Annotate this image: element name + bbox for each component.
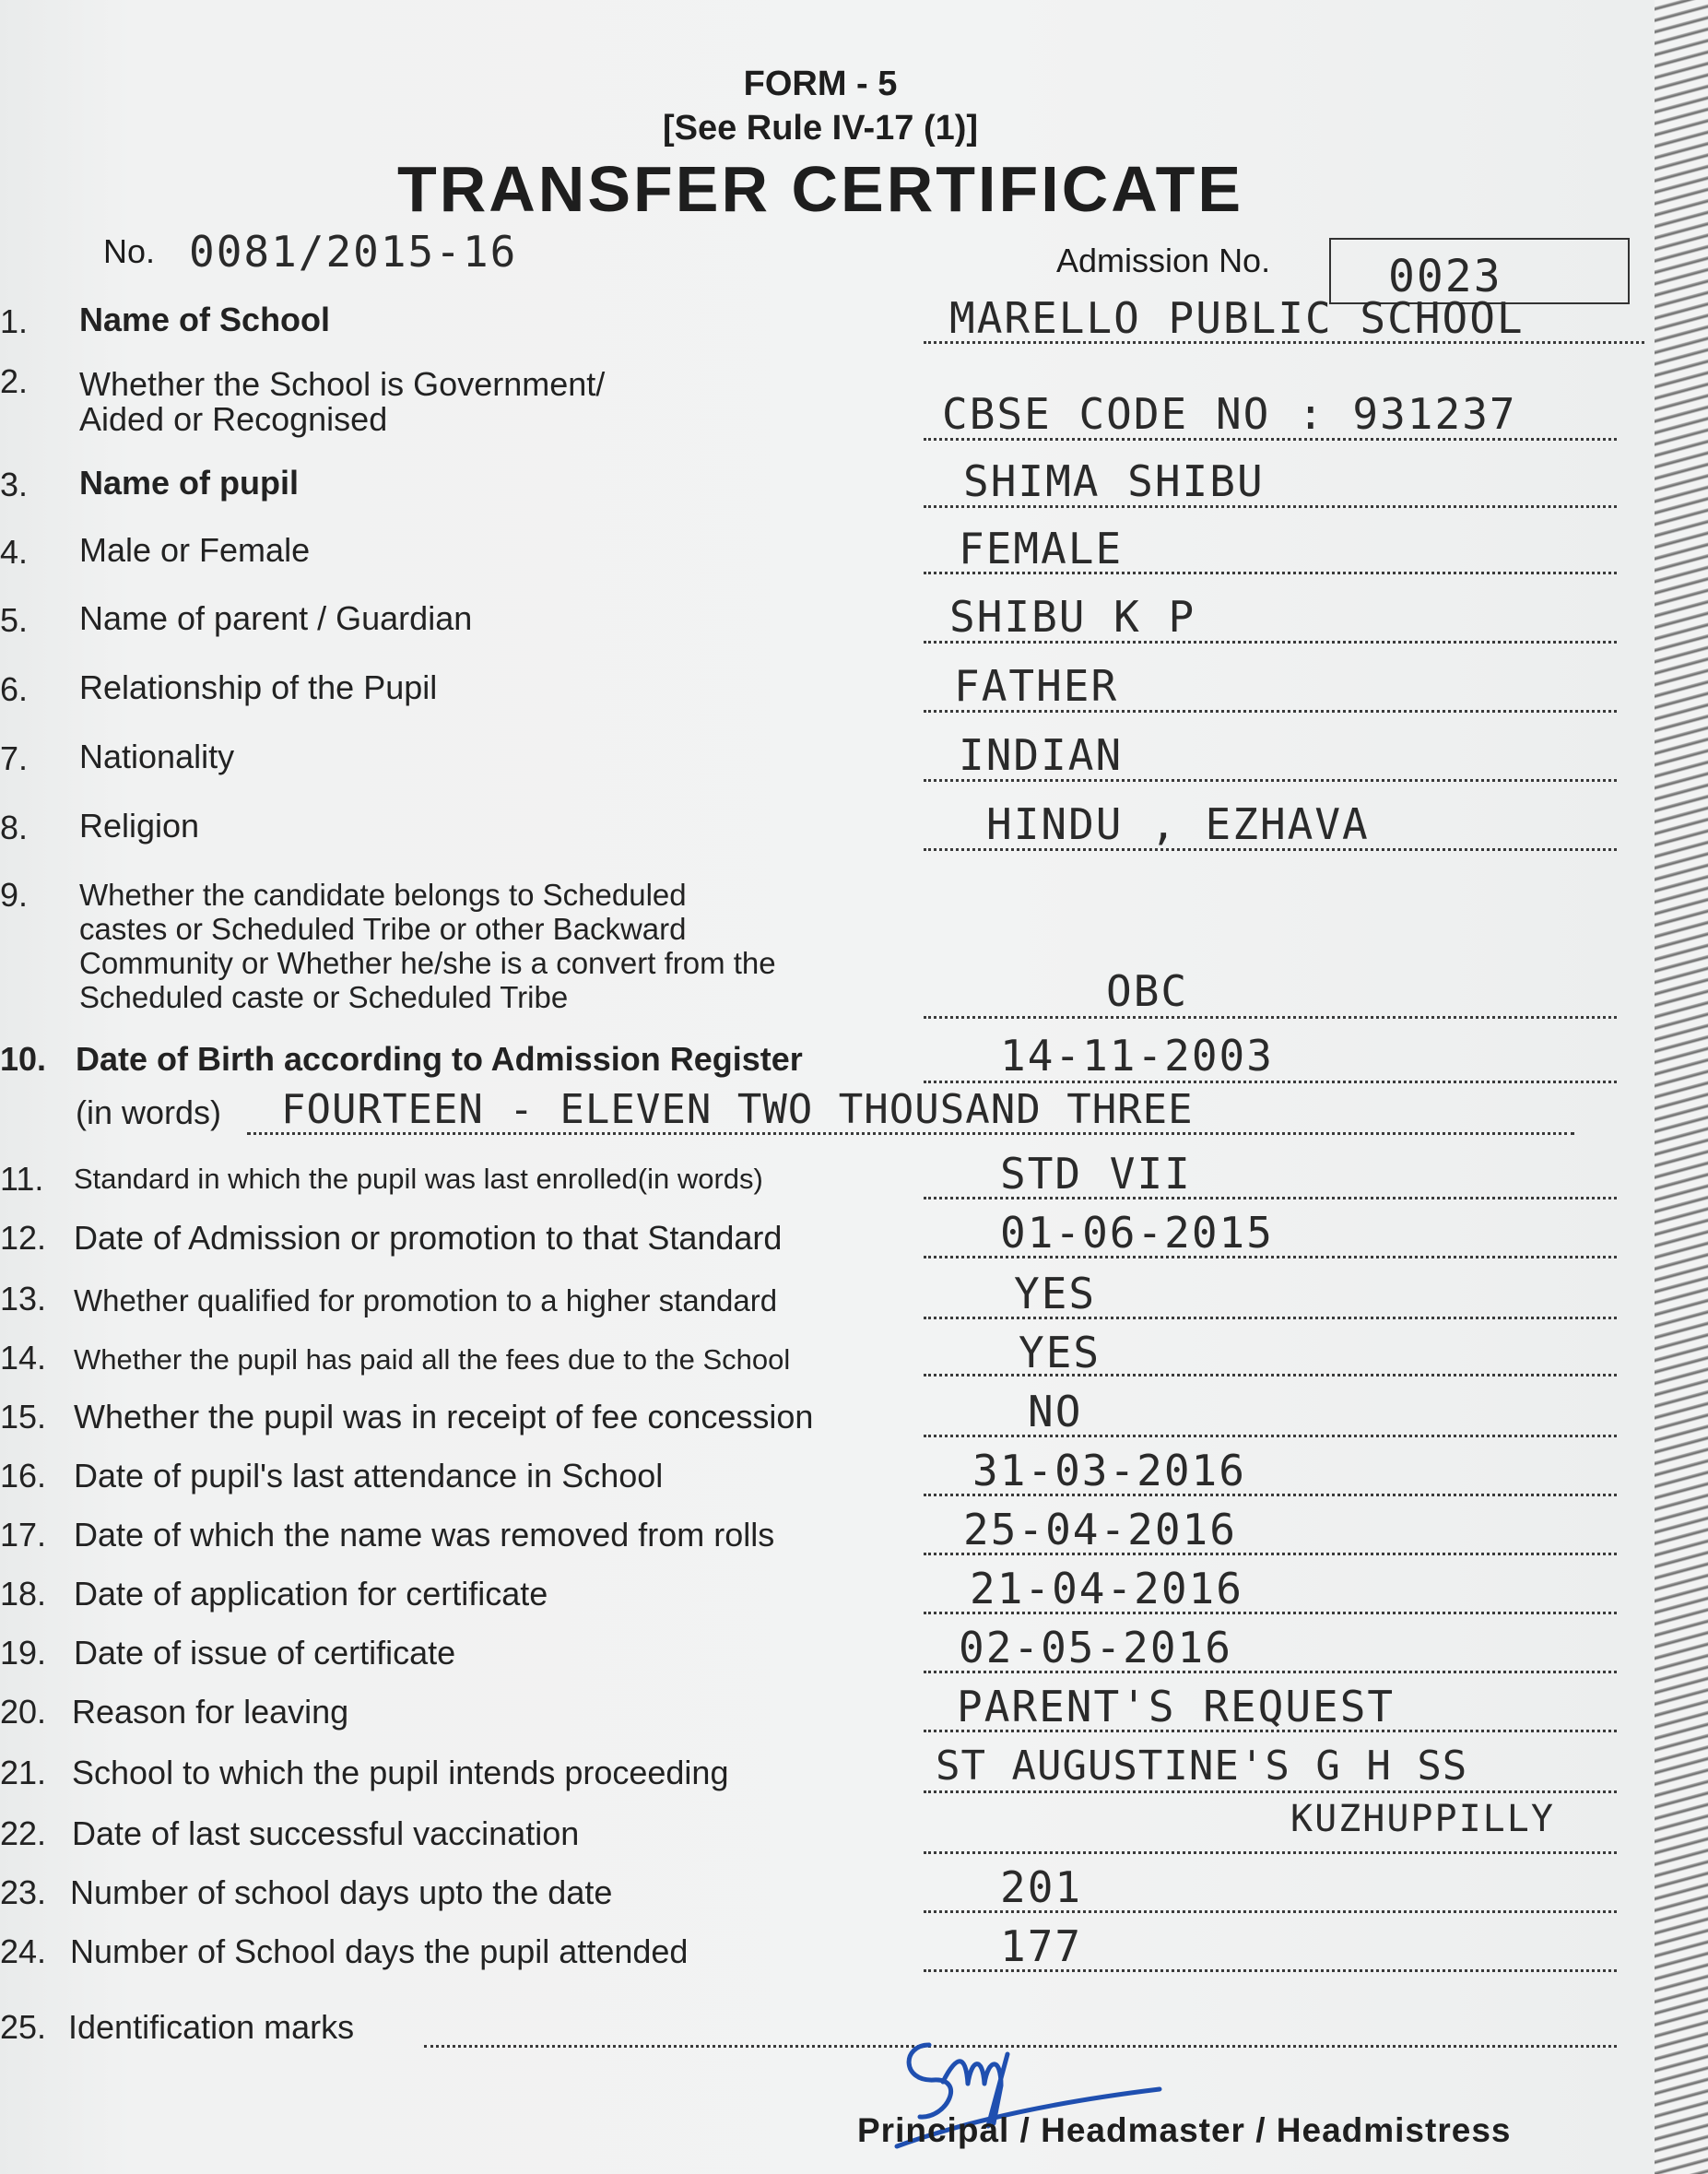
field-value: 21-04-2016	[970, 1564, 1243, 1613]
field-label: Date of application for certificate	[74, 1575, 548, 1613]
field-label: Name of School	[79, 301, 331, 338]
field-value: YES	[1014, 1269, 1097, 1318]
field-value: FOURTEEN - ELEVEN TWO THOUSAND THREE	[281, 1086, 1194, 1133]
field-label: Date of issue of certificate	[74, 1634, 456, 1672]
field-number: 14.	[0, 1339, 47, 1376]
field-number: 18.	[0, 1575, 47, 1613]
certificate-number-label: No.	[103, 232, 156, 270]
field-label: (in words)	[76, 1093, 222, 1131]
field-value: PARENT'S REQUEST	[957, 1682, 1396, 1731]
field-label: Date of Admission or promotion to that Standard	[74, 1219, 783, 1257]
field-value: INDIAN	[959, 730, 1124, 780]
field-value: FEMALE	[959, 524, 1124, 573]
field-number: 11.	[0, 1160, 44, 1198]
field-dotted-line	[924, 1851, 1617, 1854]
field-number: 7.	[0, 739, 29, 777]
field-number: 12.	[0, 1219, 47, 1257]
field-value: SHIMA SHIBU	[963, 456, 1265, 506]
admission-number-label: Admission No.	[1056, 242, 1271, 279]
field-label: Name of pupil	[79, 464, 300, 502]
form-number: FORM - 5	[743, 65, 898, 103]
field-value: FATHER	[954, 661, 1119, 711]
field-value: 31-03-2016	[972, 1446, 1246, 1495]
rule-reference: [See Rule IV-17 (1)]	[662, 109, 979, 148]
field-label: Number of school days upto the date	[70, 1873, 613, 1911]
field-value: 177	[1000, 1921, 1083, 1971]
field-value: 201	[1000, 1862, 1083, 1912]
field-value: YES	[1019, 1328, 1101, 1377]
field-label: Whether the pupil has paid all the fees due to the School	[74, 1343, 791, 1376]
field-number: 8.	[0, 809, 29, 846]
field-number: 21.	[0, 1754, 47, 1791]
field-label: Whether the candidate belongs to Scheduled castes or Scheduled Tribe or other Backward Community or Whether he/she is a convert from the Scheduled caste or Scheduled Tribe	[79, 878, 776, 1014]
field-value: 14-11-2003	[1000, 1031, 1274, 1081]
field-label: Identification marks	[68, 2008, 355, 2046]
field-number: 22.	[0, 1814, 47, 1852]
field-number: 5.	[0, 601, 29, 639]
field-number: 23.	[0, 1873, 47, 1911]
field-label: Whether the School is Government/ Aided or Recognised	[79, 365, 606, 438]
field-label: Name of parent / Guardian	[79, 599, 473, 637]
field-number: 3.	[0, 466, 29, 503]
field-number: 15.	[0, 1398, 47, 1436]
field-value: CBSE CODE NO : 931237	[942, 389, 1517, 439]
signatory-designation: Principal / Headmaster / Headmistress	[857, 2111, 1512, 2149]
field-label: Male or Female	[79, 531, 311, 569]
field-dotted-line	[924, 1081, 1617, 1083]
field-dotted-line	[924, 1790, 1617, 1793]
field-value: MARELLO PUBLIC SCHOOL	[949, 293, 1525, 343]
field-label: Date of which the name was removed from rolls	[74, 1516, 775, 1554]
field-value: 01-06-2015	[1000, 1208, 1274, 1258]
field-label: Whether qualified for promotion to a higher standard	[74, 1283, 778, 1317]
field-label: Number of School days the pupil attended	[70, 1932, 689, 1970]
admission-number-value: 0023	[1388, 251, 1502, 302]
field-number: 13.	[0, 1280, 47, 1317]
field-label: Religion	[79, 807, 200, 845]
field-label: Date of last successful vaccination	[72, 1814, 580, 1852]
field-value: 02-05-2016	[959, 1623, 1232, 1672]
field-value: SHIBU K P	[949, 592, 1196, 642]
field-dotted-line	[924, 1016, 1617, 1019]
field-number: 25.	[0, 2008, 47, 2046]
field-number: 10.	[0, 1040, 47, 1078]
document-title: TRANSFER CERTIFICATE	[396, 153, 1244, 225]
field-label: Date of pupil's last attendance in School	[74, 1457, 664, 1495]
field-label: Reason for leaving	[72, 1693, 349, 1731]
field-number: 17.	[0, 1516, 47, 1554]
field-number: 2.	[0, 362, 29, 400]
field-number: 4.	[0, 533, 29, 571]
field-value: STD VII	[1000, 1149, 1192, 1199]
field-label: Whether the pupil was in receipt of fee concession	[74, 1398, 814, 1436]
spiral-binding	[1655, 0, 1708, 2174]
field-value: KUZHUPPILLY	[1290, 1798, 1555, 1840]
field-number: 6.	[0, 670, 29, 708]
field-number: 19.	[0, 1634, 47, 1672]
field-value: HINDU , EZHAVA	[986, 799, 1370, 849]
certificate-number-value: 0081/2015-16	[189, 227, 518, 277]
field-label: Nationality	[79, 738, 235, 775]
field-number: 16.	[0, 1457, 47, 1495]
field-value: ST AUGUSTINE'S G H SS	[936, 1743, 1468, 1790]
field-number: 24.	[0, 1932, 47, 1970]
field-label: Standard in which the pupil was last enrolled(in words)	[74, 1163, 763, 1195]
field-number: 9.	[0, 876, 29, 914]
field-label: School to which the pupil intends proceeding	[72, 1754, 729, 1791]
field-label: Date of Birth according to Admission Register	[76, 1040, 803, 1078]
field-value: 25-04-2016	[963, 1505, 1237, 1554]
field-value: OBC	[1106, 966, 1189, 1016]
field-number: 20.	[0, 1693, 47, 1731]
field-number: 1.	[0, 302, 29, 340]
field-value: NO	[1028, 1387, 1083, 1436]
field-label: Relationship of the Pupil	[79, 668, 438, 706]
